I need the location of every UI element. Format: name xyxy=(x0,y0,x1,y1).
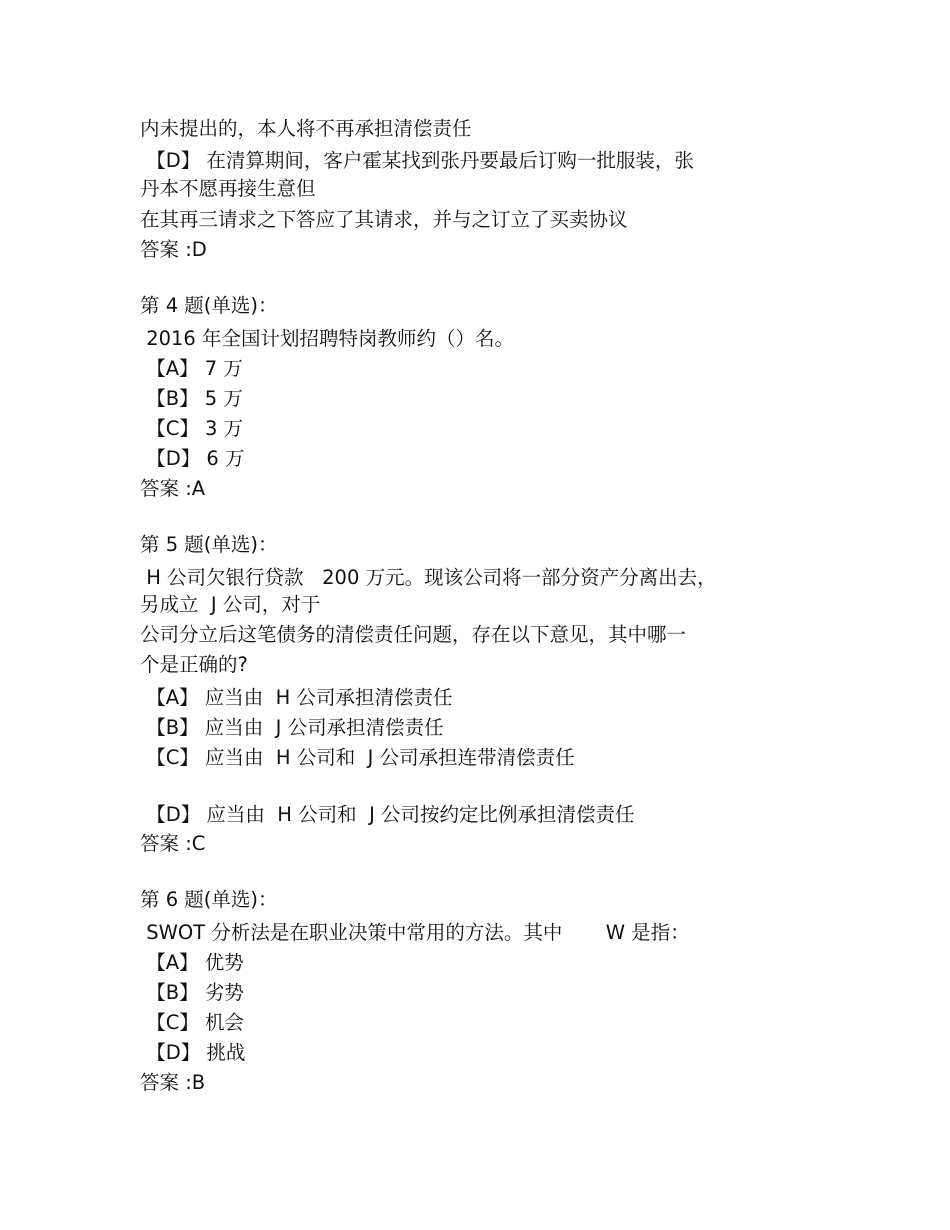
question-6-text: SWOT 分析法是在职业决策中常用的方法。其中 W 是指： xyxy=(140,921,690,944)
question-4-option-b: 【B】 5 万 xyxy=(140,387,243,410)
question-4-option-a: 【A】 7 万 xyxy=(140,357,243,380)
question-5-text-continued: 另成立 J 公司，对于 xyxy=(140,593,321,616)
question-6-answer: 答案 :B xyxy=(140,1071,206,1094)
question-4-heading: 第 4 题(单选)： xyxy=(140,294,278,317)
question-5-text-continued: 公司分立后这笔债务的清偿责任问题，存在以下意见，其中哪一 xyxy=(140,623,687,646)
question-5-option-b: 【B】 应当由 J 公司承担清偿责任 xyxy=(140,716,444,739)
question-5-option-c: 【C】 应当由 H 公司和 J 公司承担连带清偿责任 xyxy=(140,746,575,769)
question-4-option-d: 【D】 6 万 xyxy=(140,447,245,470)
question-5-option-a: 【A】 应当由 H 公司承担清偿责任 xyxy=(140,686,453,709)
question-3-option-d: 【D】 在清算期间，客户霍某找到张丹要最后订购一批服装，张 xyxy=(140,149,694,172)
question-5-answer: 答案 :C xyxy=(140,832,206,855)
question-5-heading: 第 5 题(单选)： xyxy=(140,533,278,556)
question-4-text: 2016 年全国计划招聘特岗教师约（）名。 xyxy=(140,327,515,350)
question-3-option-d-continued: 丹本不愿再接生意但 xyxy=(140,177,316,200)
question-5-option-d: 【D】 应当由 H 公司和 J 公司按约定比例承担清偿责任 xyxy=(140,803,635,826)
question-6-option-a: 【A】 优势 xyxy=(140,951,244,974)
question-5-text: H 公司欠银行贷款 200 万元。现该公司将一部分资产分离出去， xyxy=(140,566,717,589)
question-6-option-c: 【C】 机会 xyxy=(140,1011,245,1034)
question-6-option-d: 【D】 挑战 xyxy=(140,1041,246,1064)
question-4-answer: 答案 :A xyxy=(140,477,206,500)
question-5-text-continued: 个是正确的? xyxy=(140,653,248,676)
question-3-text-continued: 内未提出的，本人将不再承担清偿责任 xyxy=(140,117,472,140)
question-3-answer: 答案 :D xyxy=(140,238,207,261)
question-6-option-b: 【B】 劣势 xyxy=(140,981,244,1004)
question-4-option-c: 【C】 3 万 xyxy=(140,417,244,440)
question-3-option-d-continued: 在其再三请求之下答应了其请求，并与之订立了买卖协议 xyxy=(140,208,628,231)
question-6-heading: 第 6 题(单选)： xyxy=(140,888,278,911)
